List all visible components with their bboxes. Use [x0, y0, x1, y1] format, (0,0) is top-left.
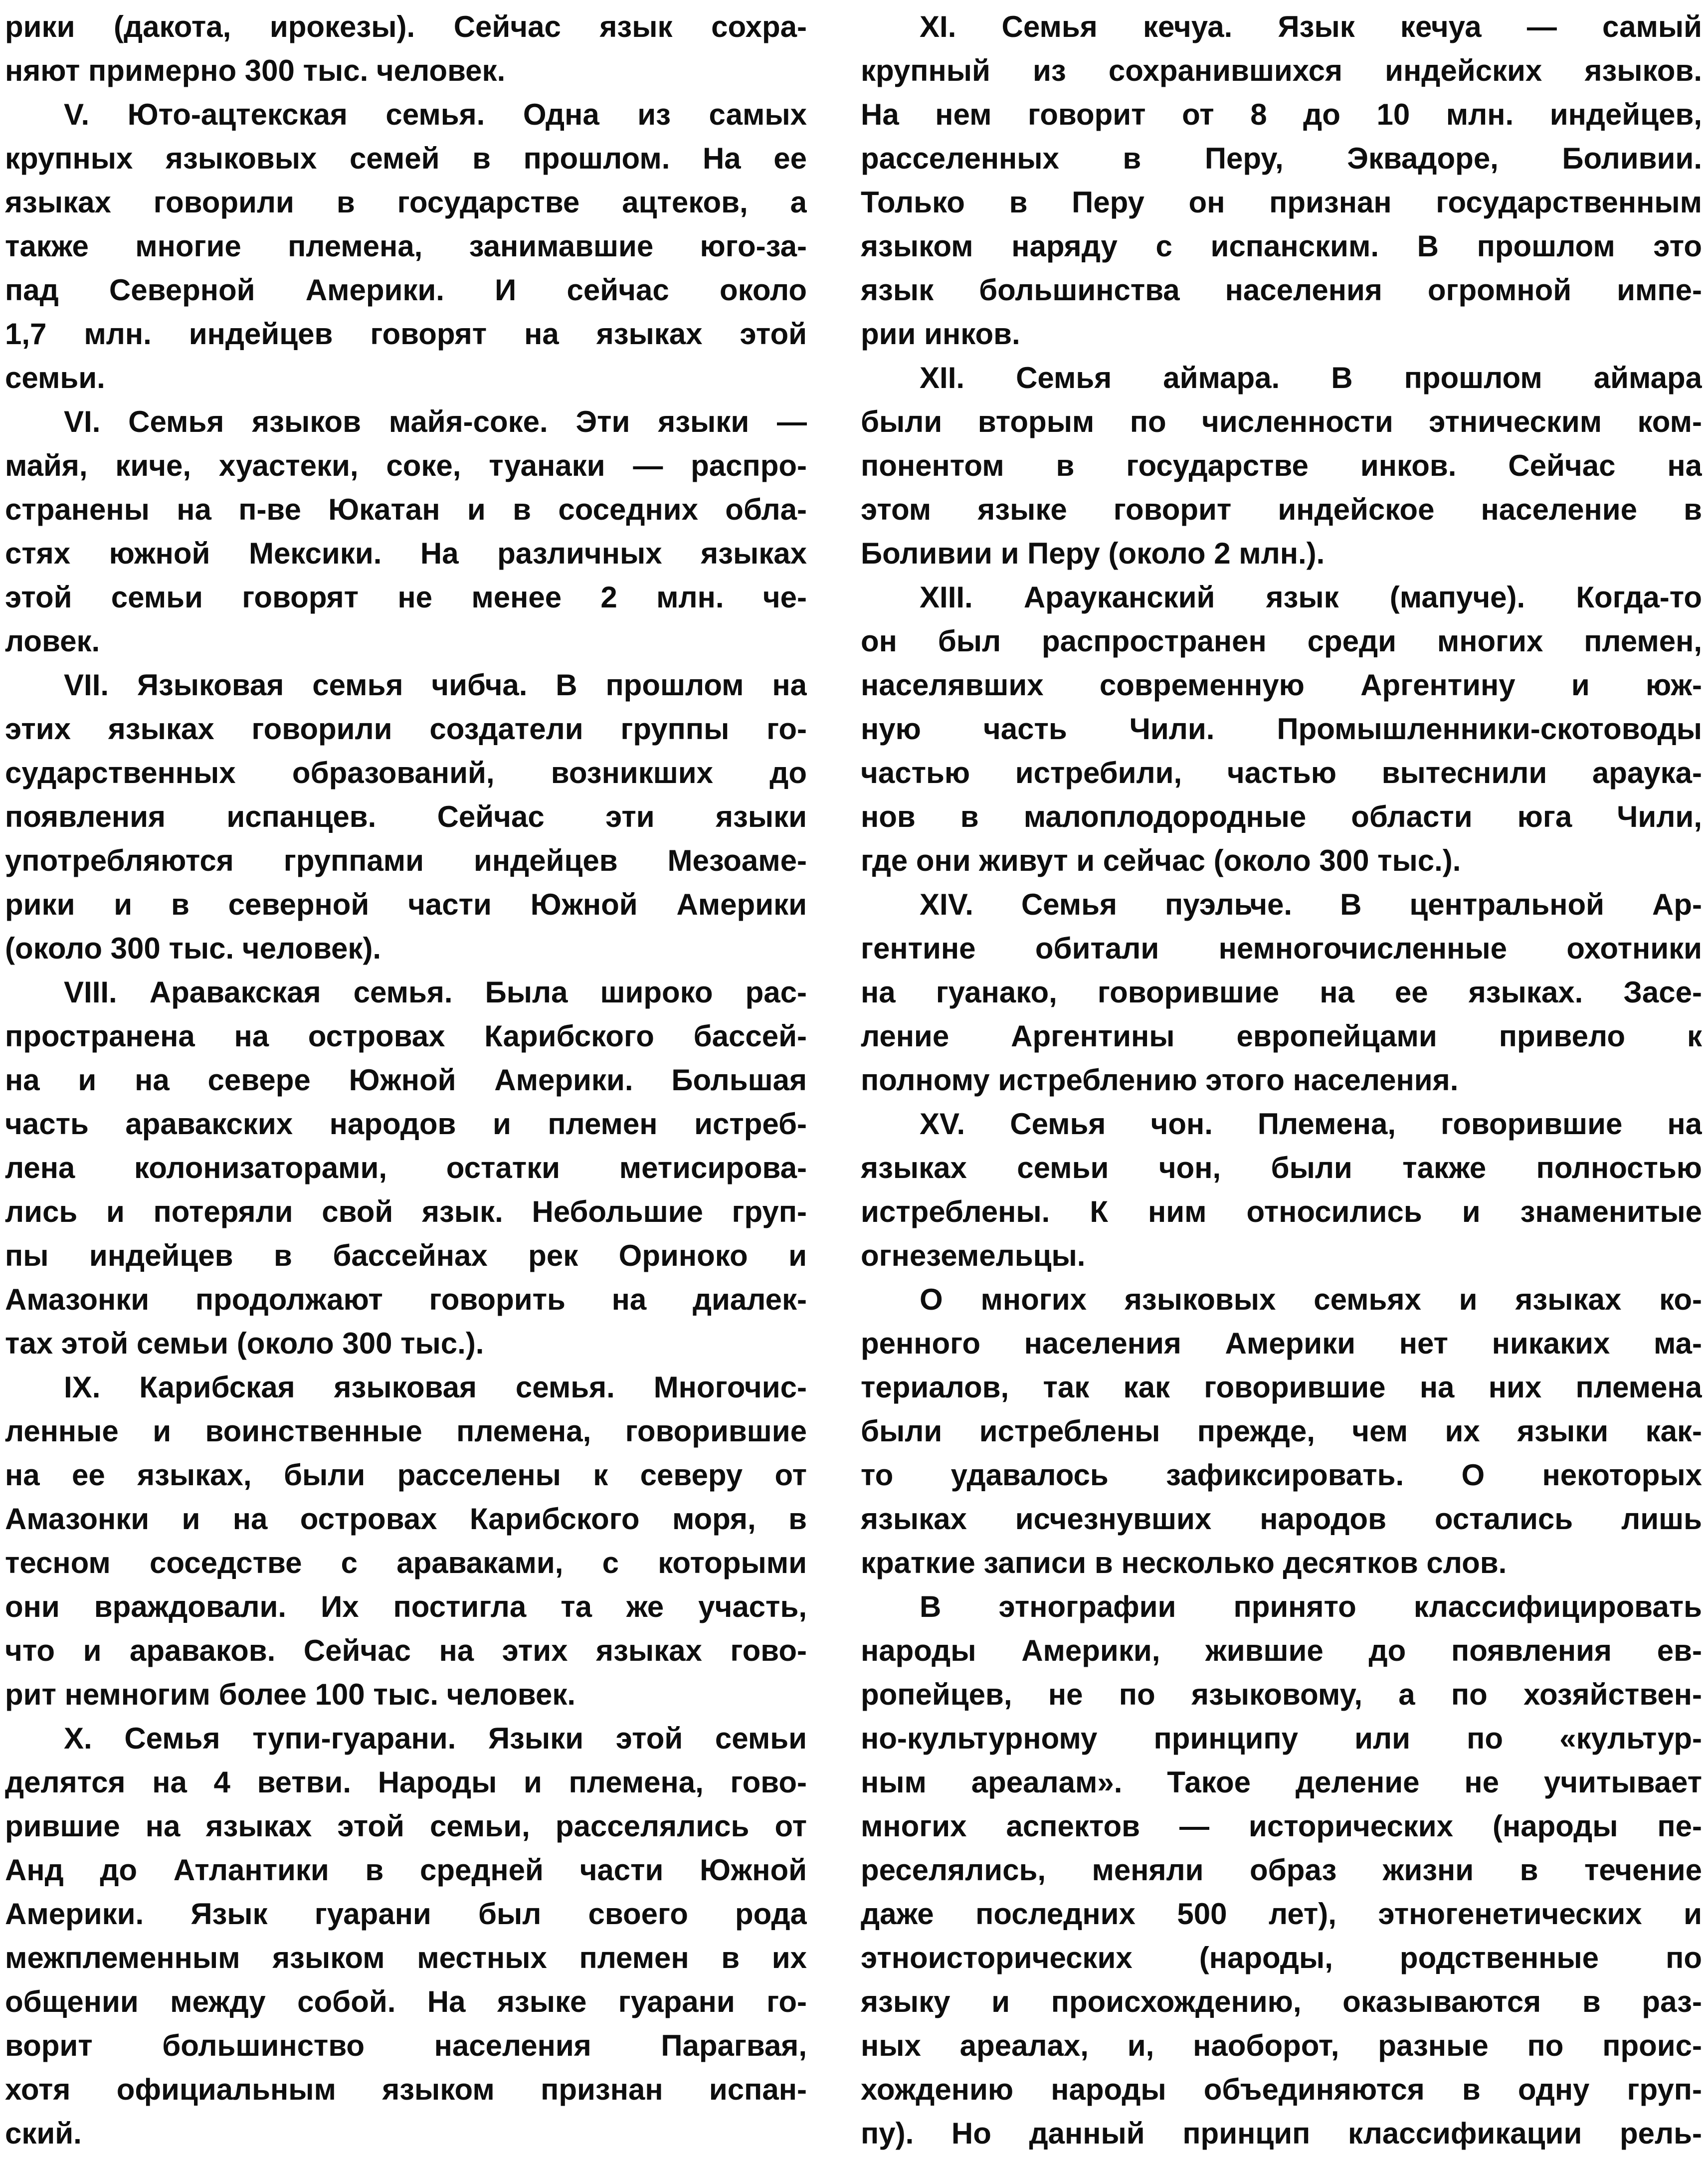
text-line: истреблены. К ним относились и знаменитые: [861, 1195, 1702, 1228]
text-line: Америки. Язык гуарани был своего рода: [5, 1897, 807, 1931]
text-line: Амазонки и на островах Карибского моря, в: [5, 1502, 807, 1536]
text-line: то удавалось зафиксировать. О некоторых: [861, 1458, 1702, 1492]
text-line: V. Юто-ацтекская семья. Одна из самых: [64, 98, 807, 131]
text-line: ворит большинство населения Парагвая,: [5, 2029, 807, 2062]
text-line: сударственных образований, возникших до: [5, 756, 807, 789]
text-line: ропейцев, не по языковому, а по хозяйствен-: [861, 1678, 1702, 1711]
text-line: также многие племена, занимавшие юго-за-: [5, 229, 807, 263]
text-line: даже последних 500 лет), этногенетических и: [861, 1897, 1702, 1931]
text-line: часть аравакских народов и племен истреб-: [5, 1107, 807, 1141]
text-line: языках исчезнувших народов остались лишь: [861, 1502, 1702, 1536]
paragraph: [5, 93, 807, 400]
text-line: гентине обитали немногочисленные охотники: [861, 932, 1702, 965]
text-line: нов в малоплодородные области юга Чили,: [861, 800, 1702, 833]
text-line: VI. Семья языков майя-соке. Эти языки —: [64, 405, 807, 438]
text-line: этих языках говорили создатели группы го-: [5, 712, 807, 746]
text-line: ных ареалах, и, наоборот, разные по проис-: [861, 2029, 1702, 2062]
text-line: тесном соседстве с араваками, с которыми: [5, 1546, 807, 1579]
text-line: языком наряду с испанским. В прошлом это: [861, 229, 1702, 263]
paragraph: [861, 576, 1702, 883]
text-line: они враждовали. Их постигла та же участь,: [5, 1590, 807, 1623]
text-line: крупный из сохранившихся индейских языков.: [861, 54, 1702, 87]
text-line: VII. Языковая семья чибча. В прошлом на: [64, 668, 807, 702]
text-line: странены на п-ве Юкатан и в соседних обла-: [5, 493, 807, 526]
text-line: XV. Семья чон. Племена, говорившие на: [920, 1107, 1702, 1141]
text-line: общении между собой. На языке гуарани го-: [5, 1985, 807, 2018]
text-line: няют примерно 300 тыс. человек.: [5, 54, 506, 87]
text-line: семьи.: [5, 361, 105, 394]
text-line: VIII. Аравакская семья. Была широко рас-: [64, 976, 807, 1009]
text-line: IX. Карибская языковая семья. Многочис-: [64, 1371, 807, 1404]
text-line: на ее языках, были расселены к северу от: [5, 1458, 807, 1492]
text-line: 1,7 млн. индейцев говорят на языках этой: [5, 317, 807, 351]
text-line: ский.: [5, 2117, 82, 2150]
text-line: рики и в северной части Южной Америки: [5, 888, 807, 921]
paragraph: [5, 1366, 807, 1717]
text-line: лись и потеряли свой язык. Небольшие груп-: [5, 1195, 807, 1228]
text-line: языках семьи чон, были также полностью: [861, 1151, 1702, 1184]
text-line: этой семьи говорят не менее 2 млн. че-: [5, 581, 807, 614]
paragraph: [861, 1585, 1702, 2156]
text-line: язык большинства населения огромной импе-: [861, 273, 1702, 307]
paragraph: [5, 663, 807, 971]
text-line: пад Северной Америки. И сейчас около: [5, 273, 807, 307]
text-line: появления испанцев. Сейчас эти языки: [5, 800, 807, 833]
text-line: майя, киче, хуастеки, соке, туанаки — распро-: [5, 449, 807, 482]
text-line: были вторым по численности этническим ком-: [861, 405, 1702, 438]
text-line: О многих языковых семьях и языках ко-: [920, 1283, 1702, 1316]
text-line: стях южной Мексики. На различных языках: [5, 537, 807, 570]
text-line: ным ареалам». Такое деление не учитывает: [861, 1766, 1702, 1799]
text-line: рии инков.: [861, 317, 1020, 351]
text-line: пу). Но данный принцип классификации рель-: [861, 2117, 1702, 2150]
text-line: тах этой семьи (около 300 тыс.).: [5, 1327, 484, 1360]
text-line: народы Америки, жившие до появления ев-: [861, 1634, 1702, 1667]
paragraph: [861, 5, 1702, 356]
text-line: но-культурному принципу или по «культур-: [861, 1722, 1702, 1755]
text-line: языках говорили в государстве ацтеков, а: [5, 186, 807, 219]
text-line: этом языке говорит индейское население в: [861, 493, 1702, 526]
text-line: ловек.: [5, 624, 100, 658]
text-line: Боливии и Перу (около 2 млн.).: [861, 537, 1325, 570]
text-line: ренного населения Америки нет никаких ма-: [861, 1327, 1702, 1360]
text-line: понентом в государстве инков. Сейчас на: [861, 449, 1702, 482]
left-text-column: [5, 5, 807, 2163]
text-line: хотя официальным языком признан испан-: [5, 2073, 807, 2106]
text-line: пространена на островах Карибского бассей-: [5, 1019, 807, 1053]
text-line: (около 300 тыс. человек).: [5, 932, 381, 965]
paragraph: [5, 1717, 807, 2156]
text-line: частью истребили, частью вытеснили араука-: [861, 756, 1702, 789]
text-line: полному истреблению этого населения.: [861, 1063, 1459, 1097]
text-line: XI. Семья кечуа. Язык кечуа — самый: [920, 10, 1702, 43]
text-line: краткие записи в несколько десятков слов.: [861, 1546, 1507, 1579]
paragraph: [5, 5, 807, 93]
text-line: языку и происхождению, оказываются в раз-: [861, 1985, 1702, 2018]
text-line: XIV. Семья пуэльче. В центральной Ар-: [920, 888, 1702, 921]
text-line: на гуанако, говорившие на ее языках. Засе-: [861, 976, 1702, 1009]
text-line: В этнографии принято классифицировать: [920, 1590, 1702, 1623]
text-line: делятся на 4 ветви. Народы и племена, гово-: [5, 1766, 807, 1799]
text-line: были истреблены прежде, чем их языки как-: [861, 1414, 1702, 1448]
paragraph: [861, 1278, 1702, 1585]
text-line: расселенных в Перу, Эквадоре, Боливии.: [861, 142, 1702, 175]
text-line: На нем говорит от 8 до 10 млн. индейцев,: [861, 98, 1702, 131]
text-line: огнеземельцы.: [861, 1239, 1086, 1272]
text-line: рики (дакота, ирокезы). Сейчас язык сохра-: [5, 10, 807, 43]
text-line: XII. Семья аймара. В прошлом аймара: [920, 361, 1702, 394]
right-text-column: [861, 5, 1702, 2163]
column-gutter: [807, 5, 861, 2163]
paragraph: [5, 400, 807, 663]
text-line: Анд до Атлантики в средней части Южной: [5, 1853, 807, 1887]
paragraph: [861, 356, 1702, 576]
text-line: употребляются группами индейцев Мезоаме-: [5, 844, 807, 877]
text-line: рившие на языках этой семьи, расселялись от: [5, 1809, 807, 1843]
text-line: Только в Перу он признан государственным: [861, 186, 1702, 219]
text-line: на и на севере Южной Америки. Большая: [5, 1063, 807, 1097]
text-line: лена колонизаторами, остатки метисирова-: [5, 1151, 807, 1184]
text-line: X. Семья тупи-гуарани. Языки этой семьи: [64, 1722, 807, 1755]
text-line: он был распространен среди многих племен,: [861, 624, 1702, 658]
text-line: XIII. Арауканский язык (мапуче). Когда-то: [920, 581, 1702, 614]
text-line: Амазонки продолжают говорить на диалек-: [5, 1283, 807, 1316]
text-line: ление Аргентины европейцами привело к: [861, 1019, 1702, 1053]
text-line: реселялись, меняли образ жизни в течение: [861, 1853, 1702, 1887]
text-line: населявших современную Аргентину и юж-: [861, 668, 1702, 702]
text-line: крупных языковых семей в прошлом. На ее: [5, 142, 807, 175]
text-line: многих аспектов — исторических (народы пе-: [861, 1809, 1702, 1843]
text-line: пы индейцев в бассейнах рек Ориноко и: [5, 1239, 807, 1272]
paragraph: [5, 971, 807, 1366]
text-line: териалов, так как говорившие на них племена: [861, 1371, 1702, 1404]
text-line: ленные и воинственные племена, говорившие: [5, 1414, 807, 1448]
text-line: ную часть Чили. Промышленники-скотоводы: [861, 712, 1702, 746]
paragraph: [861, 883, 1702, 1102]
paragraph: [861, 1102, 1702, 1278]
text-line: хождению народы объединяются в одну груп-: [861, 2073, 1702, 2106]
text-line: рит немногим более 100 тыс. человек.: [5, 1678, 576, 1711]
text-line: межплеменным языком местных племен в их: [5, 1941, 807, 1974]
text-line: что и араваков. Сейчас на этих языках гово-: [5, 1634, 807, 1667]
text-line: этноисторических (народы, родственные по: [861, 1941, 1702, 1974]
text-line: где они живут и сейчас (около 300 тыс.).: [861, 844, 1461, 877]
